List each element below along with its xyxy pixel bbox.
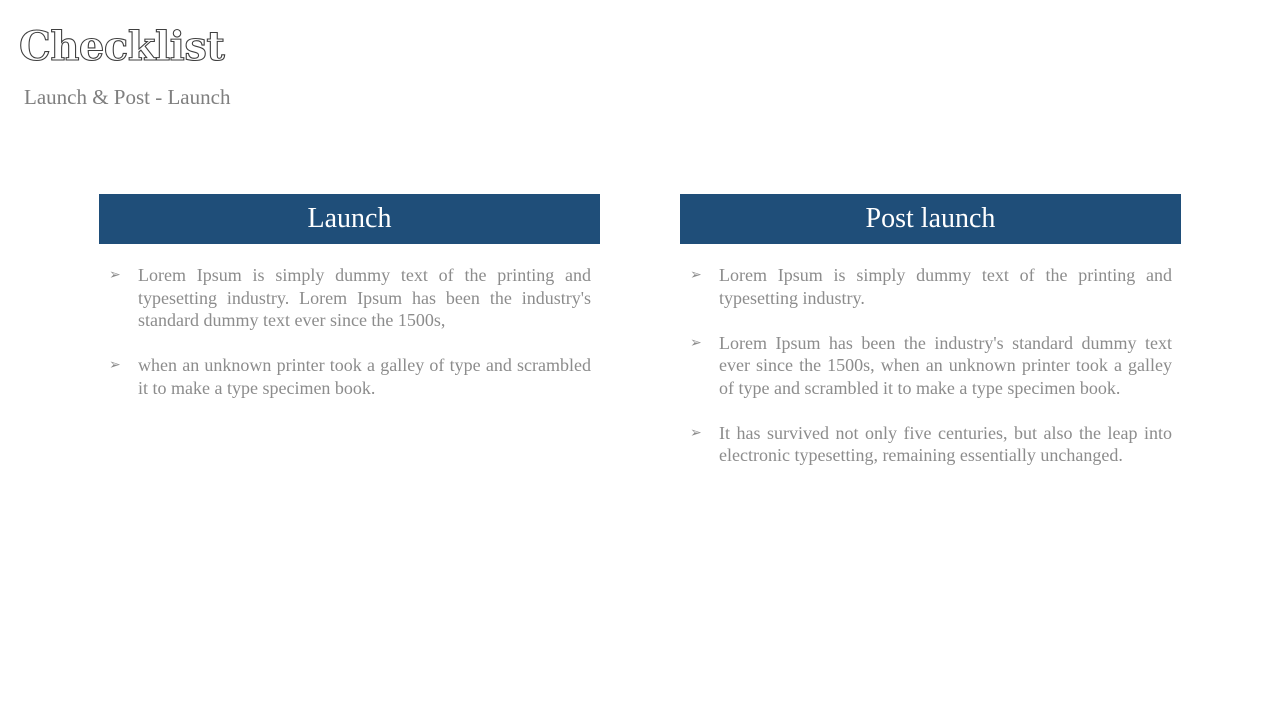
arrowhead-bullet-icon: ➢ (690, 334, 702, 351)
list-item (680, 422, 1172, 467)
list-item (99, 354, 591, 399)
launch-panel (99, 194, 600, 422)
slide-title: Checklist (19, 23, 225, 70)
slide-subtitle: Launch & Post - Launch (24, 85, 231, 109)
arrowhead-bullet-icon: ➢ (109, 267, 121, 283)
list-item (99, 264, 591, 332)
list-item (680, 264, 1172, 309)
post-launch-bullet-list (680, 244, 1181, 467)
arrowhead-bullet-icon: ➢ (109, 357, 121, 373)
list-item-text: It has survived not only five centuries, but also the leap into electronic typesetting, remaining essentially unchanged. (719, 422, 1172, 465)
post-launch-panel-header: Post launch (680, 194, 1181, 244)
arrowhead-bullet-icon: ➢ (690, 424, 702, 441)
launch-bullet-list (99, 244, 600, 399)
list-item (680, 332, 1172, 400)
post-launch-panel (680, 194, 1181, 489)
list-item-text: when an unknown printer took a galley of type and scrambled it to make a type specimen book. (138, 355, 591, 398)
list-item-text: Lorem Ipsum has been the industry's standard dummy text ever since the 1500s, when an unknown printer took a galley of type and scrambled it to make a type specimen book. (719, 332, 1172, 398)
list-item-text: Lorem Ipsum is simply dummy text of the printing and typesetting industry. (719, 265, 1172, 308)
arrowhead-bullet-icon: ➢ (690, 267, 702, 283)
list-item-text: Lorem Ipsum is simply dummy text of the printing and typesetting industry. Lorem Ipsum has been the industry's standard dummy text ever since the 1500s, (138, 265, 591, 330)
launch-panel-header: Launch (99, 194, 600, 244)
